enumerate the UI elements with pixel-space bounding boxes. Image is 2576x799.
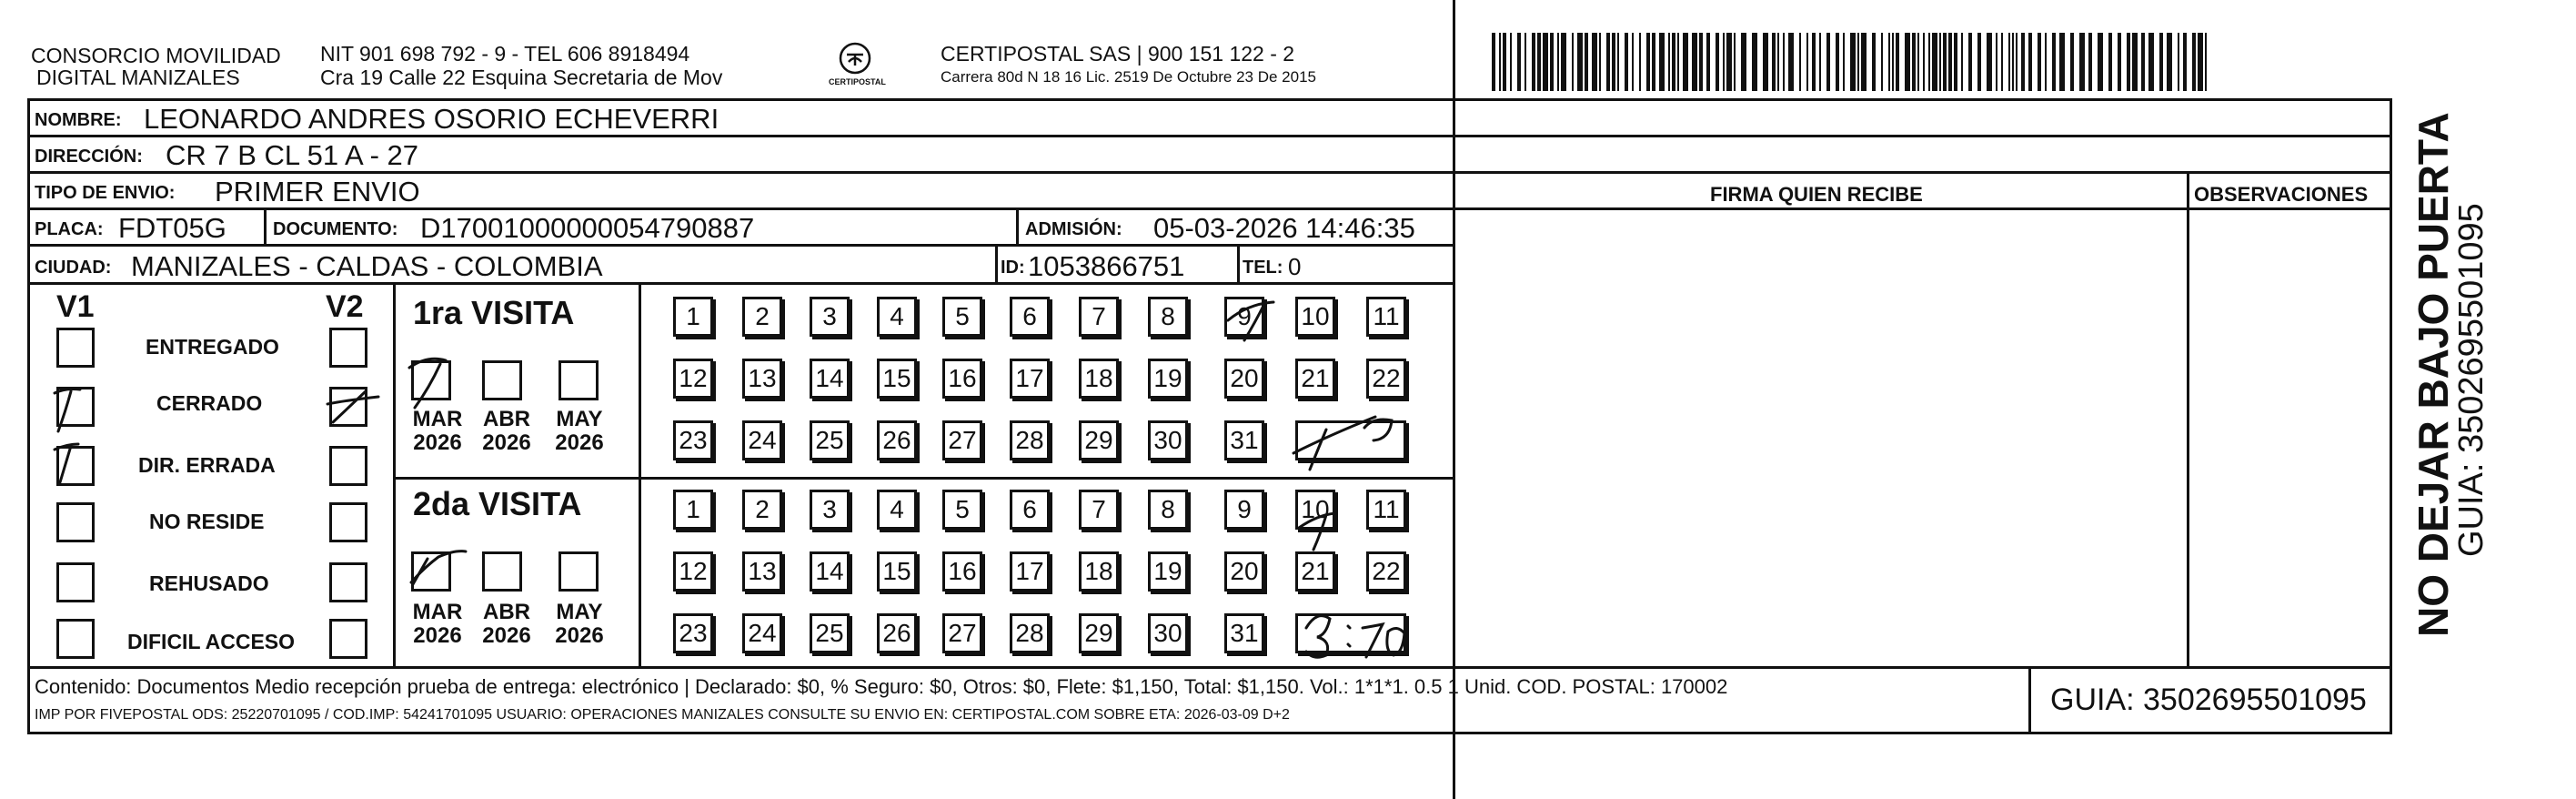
carrier-name: CERTIPOSTAL SAS | 900 151 122 - 2 [941, 42, 1295, 66]
v1-no-reside-checkbox[interactable] [56, 502, 95, 542]
first-visit-day-14[interactable]: 14 [810, 359, 850, 399]
status-entregado: ENTREGADO [146, 335, 279, 359]
second-visit-day-5[interactable]: 5 [942, 490, 982, 530]
second-visit-day-6[interactable]: 6 [1010, 490, 1050, 530]
first-visit-day-16[interactable]: 16 [942, 359, 982, 399]
second-visit-day-15[interactable]: 15 [877, 551, 917, 592]
second-visit-day-17[interactable]: 17 [1010, 551, 1050, 592]
second-visit-month-mar [406, 601, 469, 649]
second-visit-day-28[interactable]: 28 [1010, 613, 1050, 653]
first-visit-day-3[interactable]: 3 [810, 297, 850, 337]
second-visit-day-10[interactable]: 10 [1295, 490, 1335, 530]
warning-side-text: NO DEJAR BAJO PUERTA [2410, 112, 2457, 637]
v1-entregado-checkbox[interactable] [56, 328, 95, 368]
v2-entregado-checkbox[interactable] [329, 328, 367, 368]
first-visit-day-8[interactable]: 8 [1148, 297, 1188, 337]
ciudad-value: MANIZALES - CALDAS - COLOMBIA [131, 250, 603, 282]
firma-area[interactable] [1455, 210, 2187, 666]
first-visit-day-6[interactable]: 6 [1010, 297, 1050, 337]
v1-header: V1 [56, 289, 95, 324]
first-visit-day-10[interactable]: 10 [1295, 297, 1335, 337]
id-value: 1053866751 [1028, 250, 1185, 282]
direccion-label: DIRECCIÓN: [35, 147, 143, 167]
v1-cerrado-checkbox[interactable] [56, 387, 95, 427]
second-visit-day-2[interactable]: 2 [742, 490, 782, 530]
documento-value: D17001000000054790887 [420, 212, 755, 244]
month-year: 2026 [482, 623, 531, 649]
firma-header: FIRMA QUIEN RECIBE [1710, 183, 1923, 206]
first-visit-month-mar [406, 408, 469, 456]
second-visit-day-21[interactable]: 21 [1295, 551, 1335, 592]
first-visit-day-24[interactable]: 24 [742, 420, 782, 460]
second-visit-day-31[interactable]: 31 [1224, 613, 1264, 653]
first-visit-day-4[interactable]: 4 [877, 297, 917, 337]
admision-label: ADMISIÓN: [1025, 219, 1122, 239]
first-visit-day-19[interactable]: 19 [1148, 359, 1188, 399]
month-year: 2026 [482, 430, 531, 456]
first-visit-day-2[interactable]: 2 [742, 297, 782, 337]
v1-rehusado-checkbox[interactable] [56, 562, 95, 602]
first-visit-day-21[interactable]: 21 [1295, 359, 1335, 399]
second-visit-day-23[interactable]: 23 [673, 613, 713, 653]
second-visit-day-13[interactable]: 13 [742, 551, 782, 592]
second-visit-day-1[interactable]: 1 [673, 490, 713, 530]
nombre-value: LEONARDO ANDRES OSORIO ECHEVERRI [144, 103, 719, 135]
nombre-label: NOMBRE: [35, 110, 122, 130]
first-visit-day-13[interactable]: 13 [742, 359, 782, 399]
guia-side-text: GUIA: 3502695501095 [2452, 203, 2490, 557]
month-name: ABR [483, 600, 530, 624]
month-name: ABR [483, 407, 530, 431]
tipo-envio-value: PRIMER ENVIO [215, 176, 420, 207]
guia-footer: GUIA: 3502695501095 [2050, 683, 2367, 717]
first-visit-day-1[interactable]: 1 [673, 297, 713, 337]
status-dificil-acceso: DIFICIL ACCESO [127, 630, 296, 653]
documento-label: DOCUMENTO: [273, 219, 398, 239]
status-no-reside: NO RESIDE [149, 510, 265, 533]
first-visit-day-20[interactable]: 20 [1224, 359, 1264, 399]
v2-dificil-acceso-checkbox[interactable] [329, 619, 367, 659]
sender-name-line2: DIGITAL MANIZALES [36, 66, 240, 89]
second-visit-day-16[interactable]: 16 [942, 551, 982, 592]
contenido-text: Contenido: Documentos Medio recepción prueba de entrega: electrónico | Declarado: $0, % Seguro: $0, Otros: $0, Flete: $1,150, Total: $1,150. Vol.: 1*1*1. 0.5 1 Unid. COD. POSTAL: 170002 [35, 675, 1728, 698]
second-visit-day-27[interactable]: 27 [942, 613, 982, 653]
month-name: MAY [556, 407, 603, 431]
first-visit-day-5[interactable]: 5 [942, 297, 982, 337]
first-visit-day-18[interactable]: 18 [1079, 359, 1119, 399]
v1-dir-errada-checkbox[interactable] [56, 446, 95, 486]
first-visit-day-28[interactable]: 28 [1010, 420, 1050, 460]
observaciones-header: OBSERVACIONES [2194, 183, 2369, 206]
second-visit-month-abr [475, 601, 538, 649]
second-visit-day-4[interactable]: 4 [877, 490, 917, 530]
admision-value: 05-03-2026 14:46:35 [1153, 212, 1415, 244]
month-year: 2026 [555, 430, 604, 456]
first-visit-day-11[interactable]: 11 [1366, 297, 1406, 337]
imp-text: IMP POR FIVEPOSTAL ODS: 25220701095 / COD.IMP: 54241701095 USUARIO: OPERACIONES MANIZALES CONSULTE SU ENVIO EN: CERTIPOSTAL.COM SOBRE ETA: 2026-03-09 D+2 [35, 707, 1290, 723]
second-visit-mar-checkbox[interactable] [411, 551, 451, 592]
month-name: MAY [556, 600, 603, 624]
first-visit-title: 1ra VISITA [413, 294, 575, 331]
first-visit-may-checkbox[interactable] [558, 360, 599, 400]
second-visit-day-22[interactable]: 22 [1366, 551, 1406, 592]
second-visit-day-18[interactable]: 18 [1079, 551, 1119, 592]
first-visit-mar-checkbox[interactable] [411, 360, 451, 400]
tipo-envio-label: TIPO DE ENVIO: [35, 183, 176, 203]
sender-nit: NIT 901 698 792 - 9 - TEL 606 8918494 [320, 42, 690, 66]
barcode [1492, 33, 2219, 91]
first-visit-day-23[interactable]: 23 [673, 420, 713, 460]
v1-dificil-acceso-checkbox[interactable] [56, 619, 95, 659]
first-visit-day-22[interactable]: 22 [1366, 359, 1406, 399]
v2-dir-errada-checkbox[interactable] [329, 446, 367, 486]
tel-label: TEL: [1243, 258, 1283, 278]
month-year: 2026 [555, 623, 604, 649]
second-visit-day-8[interactable]: 8 [1148, 490, 1188, 530]
second-visit-title: 2da VISITA [413, 485, 582, 522]
placa-value: FDT05G [118, 212, 226, 244]
second-visit-day-26[interactable]: 26 [877, 613, 917, 653]
month-name: MAR [412, 600, 463, 624]
logo-text: CERTIPOSTAL [829, 77, 886, 86]
second-visit-month-may [548, 601, 611, 649]
second-visit-day-30[interactable]: 30 [1148, 613, 1188, 653]
month-name: MAR [412, 407, 463, 431]
first-visit-day-31[interactable]: 31 [1224, 420, 1264, 460]
first-visit-day-26[interactable]: 26 [877, 420, 917, 460]
first-visit-day-15[interactable]: 15 [877, 359, 917, 399]
v2-cerrado-checkbox[interactable] [329, 387, 367, 427]
first-visit-day-9[interactable]: 9 [1224, 297, 1264, 337]
month-year: 2026 [413, 430, 462, 456]
v2-no-reside-checkbox[interactable] [329, 502, 367, 542]
first-visit-day-27[interactable]: 27 [942, 420, 982, 460]
v2-header: V2 [326, 289, 364, 324]
direccion-value: CR 7 B CL 51 A - 27 [166, 139, 419, 171]
second-visit-day-14[interactable]: 14 [810, 551, 850, 592]
tel-value: 0 [1288, 253, 1302, 280]
first-visit-day-29[interactable]: 29 [1079, 420, 1119, 460]
id-label: ID: [1001, 258, 1025, 278]
second-visit-abr-checkbox[interactable] [482, 551, 522, 592]
first-visit-day-25[interactable]: 25 [810, 420, 850, 460]
second-visit-day-12[interactable]: 12 [673, 551, 713, 592]
second-visit-time-box[interactable] [1295, 613, 1406, 653]
first-visit-day-12[interactable]: 12 [673, 359, 713, 399]
v2-rehusado-checkbox[interactable] [329, 562, 367, 602]
second-visit-day-20[interactable]: 20 [1224, 551, 1264, 592]
second-visit-day-11[interactable]: 11 [1366, 490, 1406, 530]
second-visit-day-24[interactable]: 24 [742, 613, 782, 653]
carrier-address: Carrera 80d N 18 16 Lic. 2519 De Octubre 23 De 2015 [941, 68, 1316, 86]
first-visit-month-abr [475, 408, 538, 456]
sender-name-line1: CONSORCIO MOVILIDAD [31, 44, 281, 67]
placa-label: PLACA: [35, 219, 104, 239]
second-visit-may-checkbox[interactable] [558, 551, 599, 592]
first-visit-day-7[interactable]: 7 [1079, 297, 1119, 337]
status-cerrado: CERRADO [156, 391, 263, 415]
month-year: 2026 [413, 623, 462, 649]
status-dir-errada: DIR. ERRADA [138, 453, 276, 477]
first-visit-day-17[interactable]: 17 [1010, 359, 1050, 399]
first-visit-time-box[interactable] [1295, 420, 1406, 460]
second-visit-day-7[interactable]: 7 [1079, 490, 1119, 530]
second-visit-day-3[interactable]: 3 [810, 490, 850, 530]
status-rehusado: REHUSADO [149, 571, 269, 595]
certipostal-logo [823, 38, 887, 95]
first-visit-month-may [548, 408, 611, 456]
second-visit-day-19[interactable]: 19 [1148, 551, 1188, 592]
first-visit-abr-checkbox[interactable] [482, 360, 522, 400]
ciudad-label: CIUDAD: [35, 258, 112, 278]
second-visit-day-29[interactable]: 29 [1079, 613, 1119, 653]
second-visit-day-9[interactable]: 9 [1224, 490, 1264, 530]
first-visit-day-30[interactable]: 30 [1148, 420, 1188, 460]
second-visit-day-25[interactable]: 25 [810, 613, 850, 653]
sender-address: Cra 19 Calle 22 Esquina Secretaria de Mov [320, 66, 723, 89]
observaciones-area[interactable] [2189, 210, 2390, 666]
